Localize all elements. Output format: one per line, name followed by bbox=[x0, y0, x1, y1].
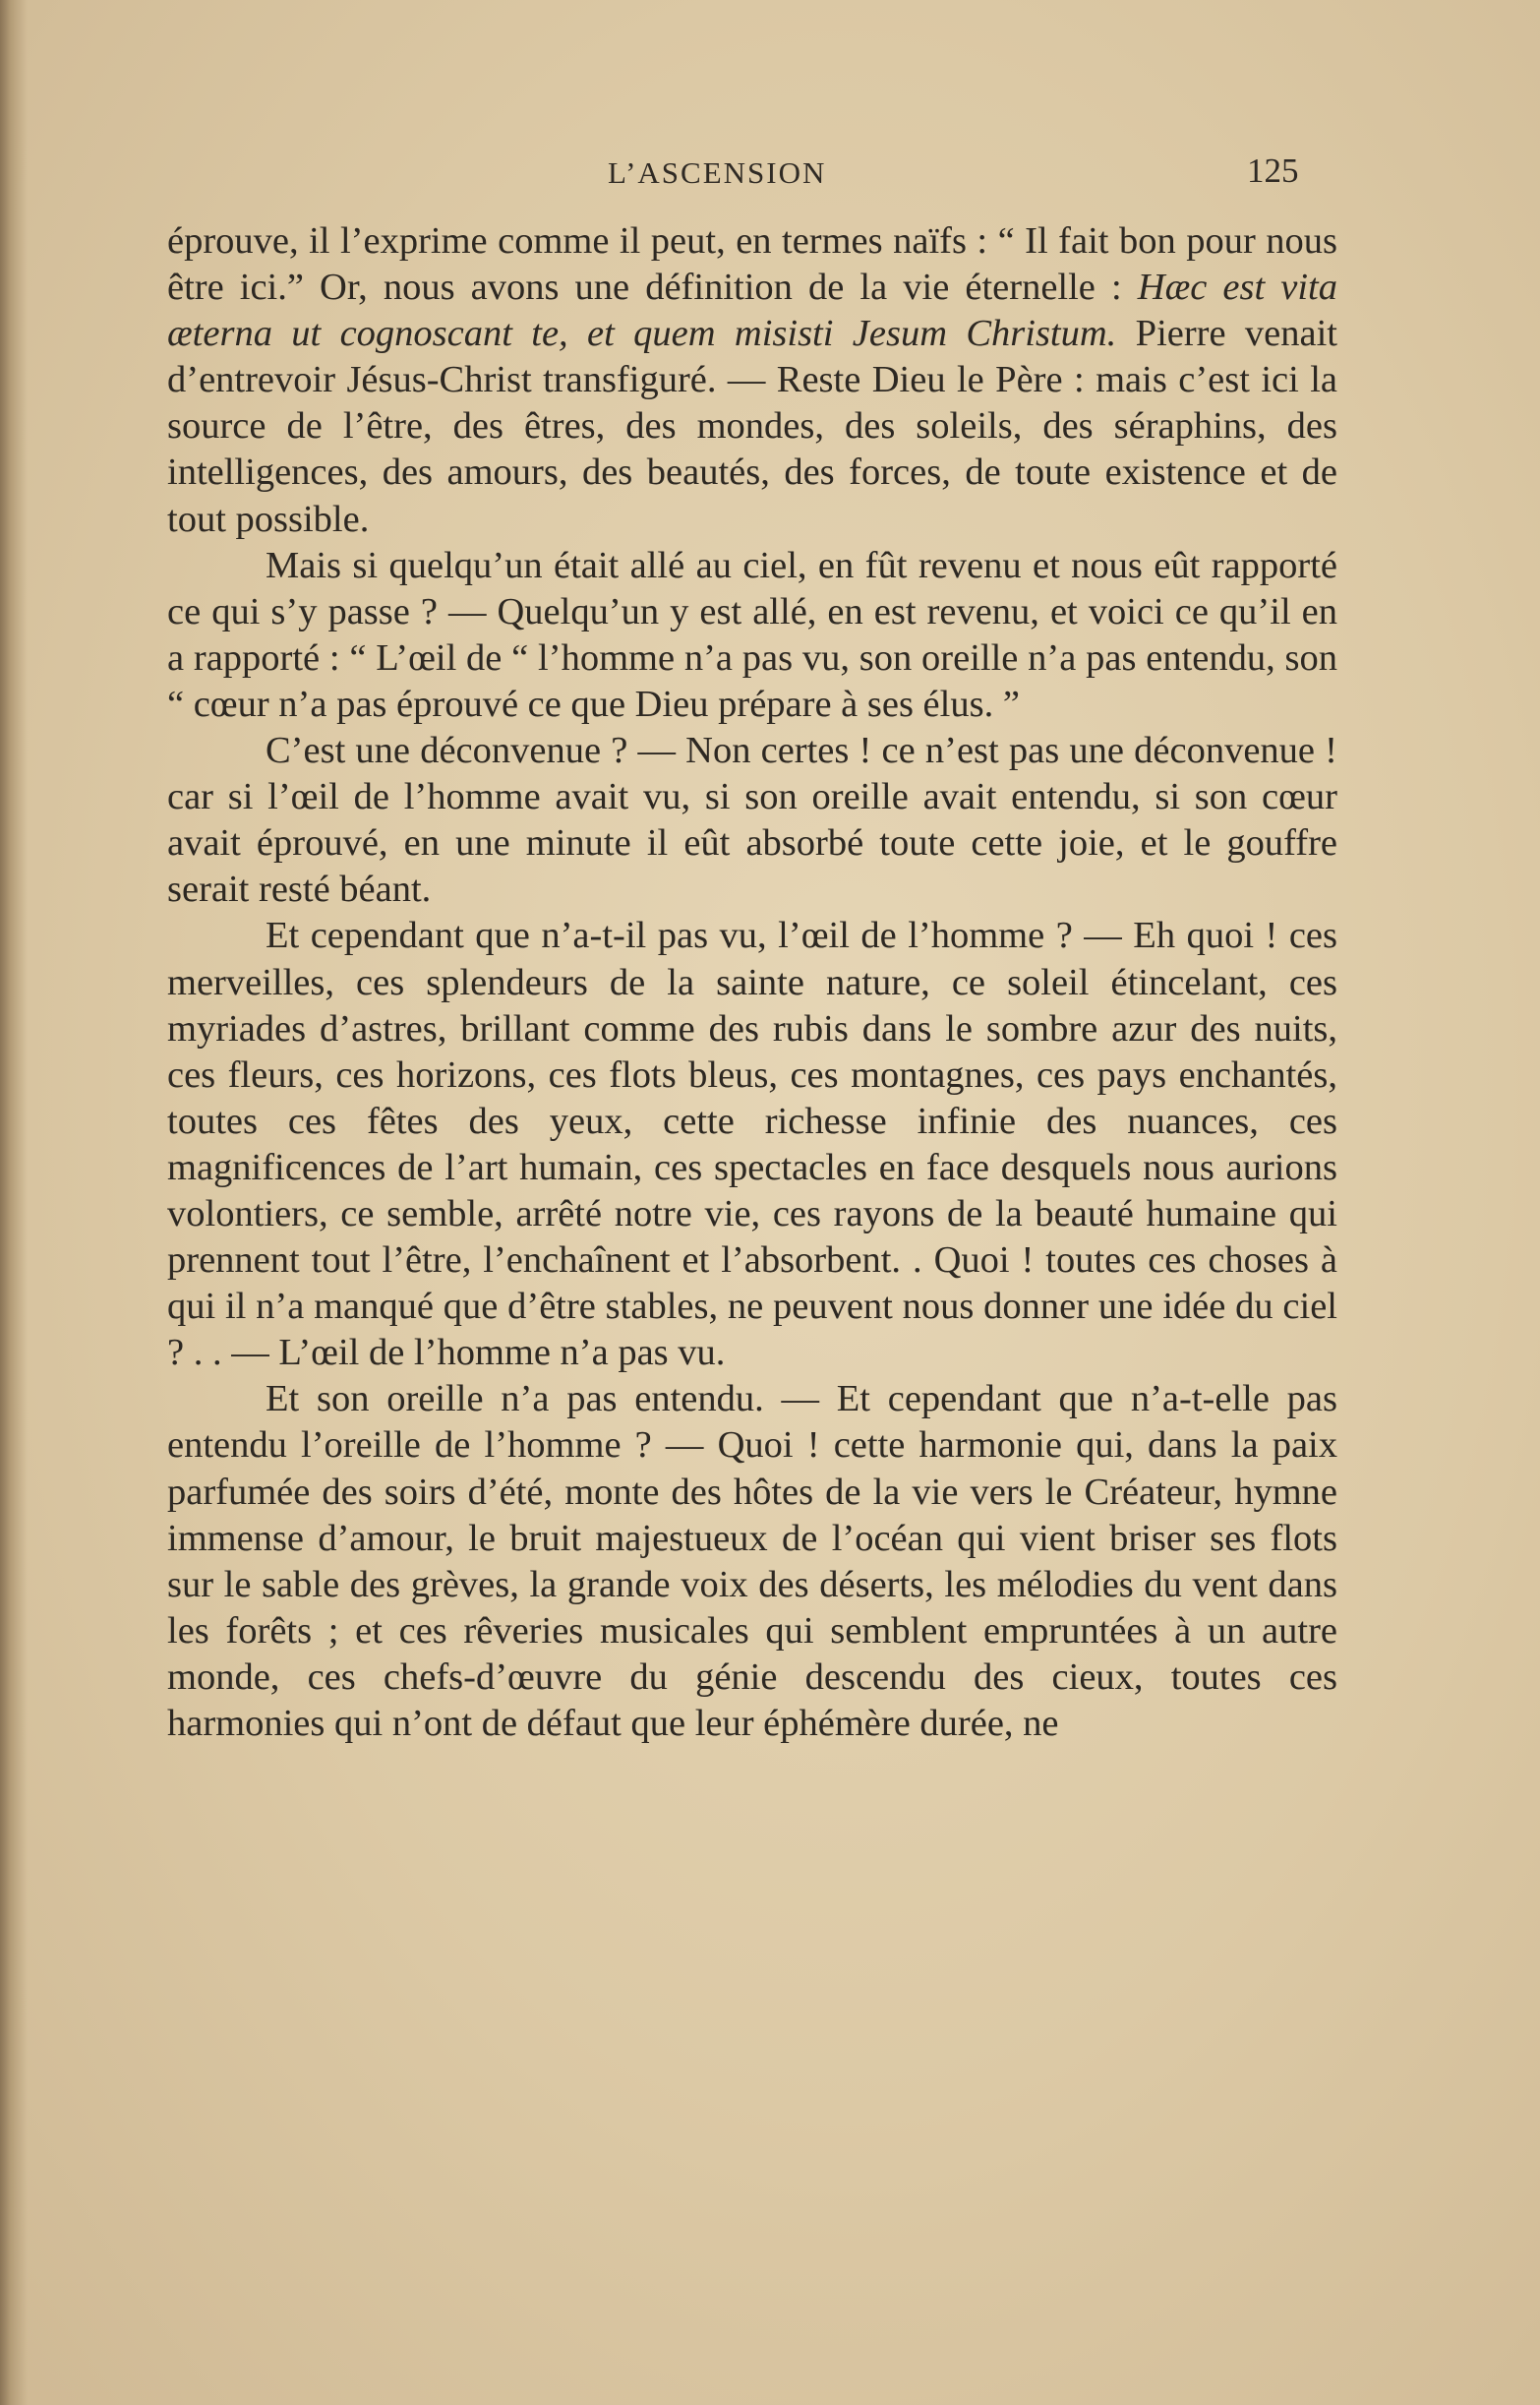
page-header bbox=[167, 151, 1347, 205]
body-text bbox=[167, 218, 1337, 1747]
latin-quotation: Hæc est vita æterna ut cognoscant te, et quem misisti Jesum Christum. bbox=[167, 267, 1337, 355]
paragraph-1 bbox=[167, 218, 1337, 543]
page-number: 125 bbox=[1247, 151, 1299, 190]
paragraph-1-text-b: Pierre venait d’entrevoir Jésus-Christ transfiguré. — Reste Dieu le Père : mais c’est ici la source de l’être, des êtres, des mondes, des soleils, des séraphins, des intelligences, des amours, des beautés, des forces, de toute existence et de tout possible. bbox=[167, 313, 1337, 540]
paragraph-5: Et son oreille n’a pas entendu. — Et cependant que n’a-t-elle pas entendu l’oreille de l’homme ? — Quoi ! cette harmonie qui, dans la paix parfumée des soirs d’été, monte des hôtes de la vie vers le Créateur, hymne immense d’amour, le bruit majestueux de l’océan qui vient briser ses flots sur le sable des grèves, la grande voix des déserts, les mélodies du vent dans les forêts ; et ces rêveries musicales qui semblent empruntées à un autre monde, ces chefs-d’œuvre du génie descendu des cieux, toutes ces harmonies qui n’ont de défaut que leur éphémère durée, ne bbox=[167, 1378, 1337, 1744]
page-gutter-shadow bbox=[0, 0, 28, 2405]
paragraph-2: Mais si quelqu’un était allé au ciel, en fût revenu et nous eût rapporté ce qui s’y passe ? — Quelqu’un y est allé, en est revenu, et voici ce qu’il en a rapporté : “ L’œil de “ l’homme n’a pas vu, son oreille n’a pas entendu, son “ cœur n’a pas éprouvé ce que Dieu prépare à ses élus. ” bbox=[167, 544, 1337, 725]
paragraph-3: C’est une déconvenue ? — Non certes ! ce n’est pas une déconvenue ! car si l’œil de l’homme avait vu, si son oreille avait entendu, si son cœur avait éprouvé, en une minute il eût absorbé toute cette joie, et le gouffre serait resté béant. bbox=[167, 730, 1337, 911]
paragraph-1-text-a: éprouve, il l’exprime comme il peut, en termes naïfs : “ Il fait bon pour nous être ici.” Or, nous avons une définition de la vie éternelle : bbox=[167, 220, 1337, 309]
running-title: L’ASCENSION bbox=[608, 155, 827, 190]
paragraph-4: Et cependant que n’a-t-il pas vu, l’œil de l’homme ? — Eh quoi ! ces merveilles, ces splendeurs de la sainte nature, ce soleil étincelant, ces myriades d’astres, brillant comme des rubis dans le sombre azur des nuits, ces fleurs, ces horizons, ces flots bleus, ces montagnes, ces pays enchantés, toutes ces fêtes des yeux, cette richesse infinie des nuances, ces magnificences de l’art humain, ces spectacles en face desquels nous aurions volontiers, ce semble, arrêté notre vie, ces rayons de la beauté humaine qui prennent tout l’être, l’enchaînent et l’absorbent. . Quoi ! toutes ces choses à qui il n’a manqué que d’être stables, ne peuvent nous donner une idée du ciel ? . . — L’œil de l’homme n’a pas vu. bbox=[167, 915, 1337, 1374]
